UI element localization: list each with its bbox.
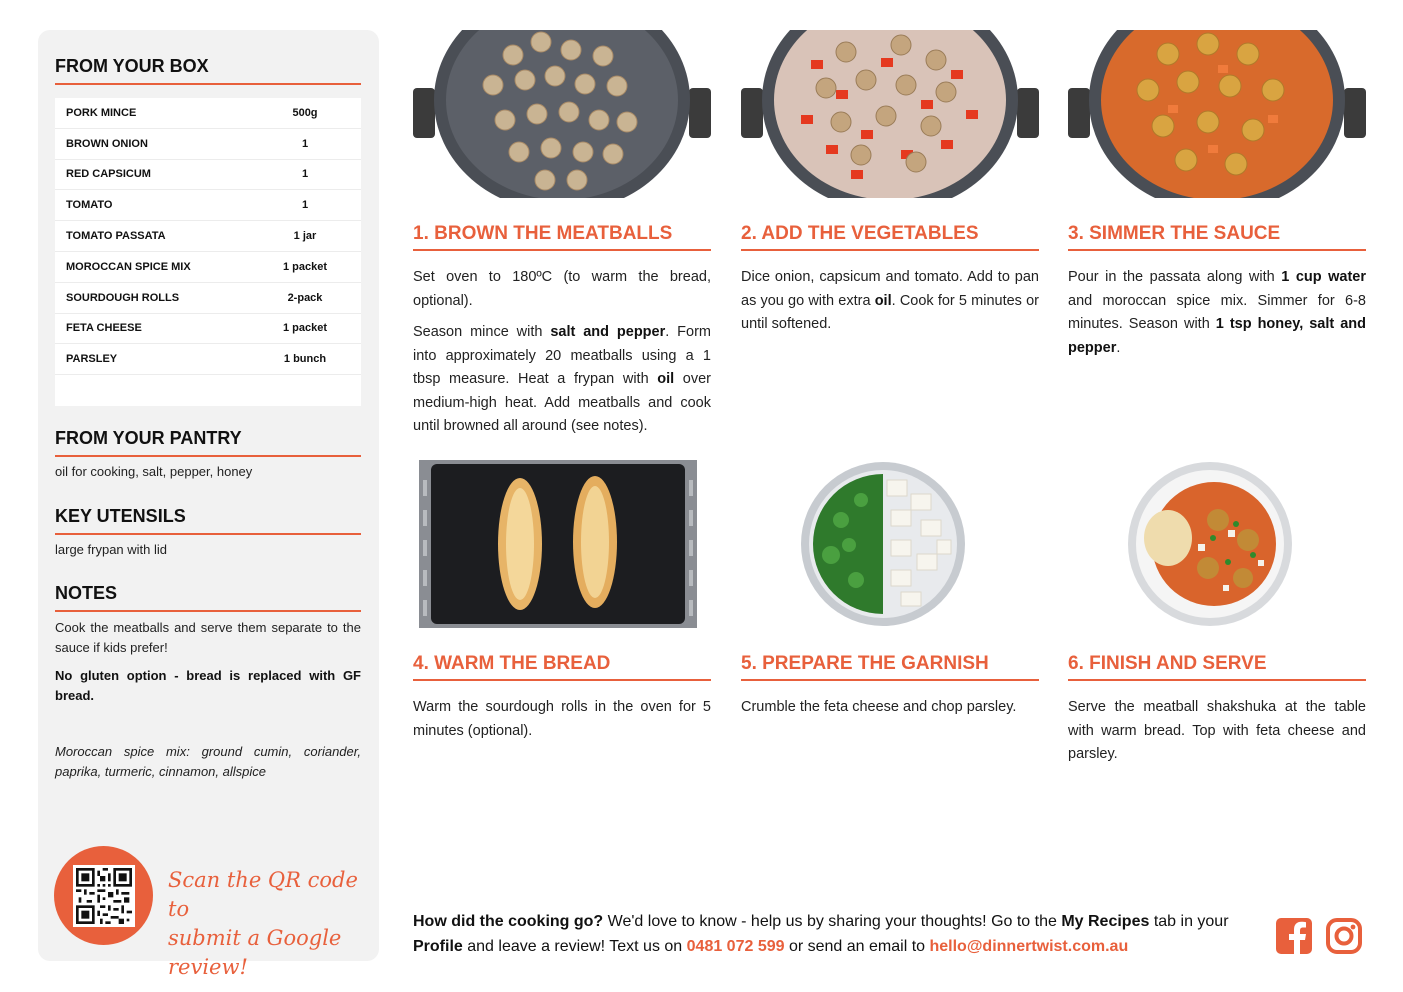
ingredient-name: SOURDOUGH ROLLS (66, 291, 180, 304)
ingredient-name: FETA CHEESE (66, 322, 142, 335)
note-kids: Cook the meatballs and serve them separate to the sauce if kids prefer! (55, 620, 361, 655)
ingredient-name: RED CAPSICUM (66, 168, 151, 181)
ingredient-name: BROWN ONION (66, 137, 148, 150)
ingredient-qty: 1 packet (282, 322, 328, 335)
step1-photo-meatballs (413, 30, 711, 198)
ingredient-qty: 1 (301, 137, 309, 150)
step6-body (1068, 696, 1366, 775)
qr-badge[interactable] (54, 846, 153, 945)
step4-photo-bread (413, 460, 711, 628)
qr-code-icon (73, 865, 135, 927)
ingredient-row (55, 98, 361, 129)
step1-para1: Set oven to 180ºC (to warm the bread, optional). (413, 269, 711, 309)
ingredient-qty: 2-pack (287, 291, 323, 304)
pantry-heading: FROM YOUR PANTRY (55, 428, 361, 457)
step3-title: 3. SIMMER THE SAUCE (1068, 223, 1366, 251)
feedback-footer: How did the cooking go? We'd love to know - help us by sharing your thoughts! Go to the My Recipes tab in your Profile and leave a review! Text us on 0481 072 599 or send an email to hello@dinnertwist.com.au (413, 913, 1229, 955)
notes-heading: NOTES (55, 583, 361, 612)
ingredient-name: TOMATO PASSATA (66, 230, 166, 243)
ingredients-sidebar (38, 30, 379, 979)
ingredient-qty: 1 (301, 168, 309, 181)
qr-caption (168, 866, 368, 982)
step3-body (1068, 266, 1366, 368)
ingredient-row (55, 129, 361, 160)
ingredient-row (55, 190, 361, 221)
ingredient-row (55, 314, 361, 345)
ingredients-table (55, 98, 361, 406)
step6-para1: Serve the meatball shakshuka at the table with warm bread. Top with feta cheese and parsley. (1068, 699, 1366, 762)
utensils-text: large frypan with lid (55, 542, 167, 557)
ingredient-qty: 1 (301, 199, 309, 212)
ingredient-name: PORK MINCE (66, 106, 137, 119)
ingredient-row (55, 160, 361, 191)
step2-para1: Dice onion, capsicum and tomato. Add to pan as you go with extra oil. Cook for 5 minutes or until softened. (741, 269, 1039, 332)
ingredient-qty: 1 packet (282, 260, 328, 273)
step3-photo-sauce (1068, 30, 1366, 198)
utensils-heading: KEY UTENSILS (55, 506, 361, 535)
step5-title: 5. PREPARE THE GARNISH (741, 653, 1039, 681)
step1-body (413, 266, 711, 447)
step2-title: 2. ADD THE VEGETABLES (741, 223, 1039, 251)
ingredient-row (55, 283, 361, 314)
step3-para1: Pour in the passata along with 1 cup water and moroccan spice mix. Simmer for 6-8 minutes. Season with 1 tsp honey, salt and pepper. (1068, 269, 1366, 356)
step4-body (413, 696, 711, 751)
ingredient-name: MOROCCAN SPICE MIX (66, 260, 191, 273)
profile-label: Profile (413, 938, 463, 955)
ingredient-name: TOMATO (66, 199, 113, 212)
ingredient-qty: 1 jar (293, 230, 317, 243)
qr-caption-line1: Scan the QR code to (168, 868, 358, 921)
step5-body (741, 696, 1039, 728)
step6-title: 6. FINISH AND SERVE (1068, 653, 1366, 681)
ingredient-row (55, 252, 361, 283)
ingredient-row (55, 344, 361, 375)
step1-para2: Season mince with salt and pepper. Form into approximately 20 meatballs using a 1 tbsp measure. Heat a frypan with oil over medium-high heat. Add meatballs and cook until browned all around (see notes). (413, 324, 712, 434)
my-recipes-label: My Recipes (1061, 913, 1150, 930)
instagram-icon[interactable] (1325, 917, 1363, 955)
ingredient-row (55, 221, 361, 252)
ingredient-qty: 500g (292, 106, 318, 119)
pantry-text: oil for cooking, salt, pepper, honey (55, 464, 253, 479)
step5-photo-garnish (741, 460, 1039, 628)
qr-caption-line2: submit a Google review! (168, 926, 342, 979)
step5-para1: Crumble the feta cheese and chop parsley. (741, 699, 1017, 715)
step1-title: 1. BROWN THE MEATBALLS (413, 223, 711, 251)
facebook-icon[interactable] (1275, 917, 1313, 955)
email-link[interactable]: hello@dinnertwist.com.au (929, 938, 1129, 955)
phone-link[interactable]: 0481 072 599 (686, 938, 785, 955)
step2-photo-vegetables (741, 30, 1039, 198)
step4-title: 4. WARM THE BREAD (413, 653, 711, 681)
note-gluten: No gluten option - bread is replaced with GF bread. (55, 668, 361, 703)
step4-para1: Warm the sourdough rolls in the oven for 5 minutes (optional). (413, 699, 711, 739)
ingredient-qty: 1 bunch (283, 353, 327, 366)
footer-question: How did the cooking go? (413, 913, 604, 930)
note-spice-mix: Moroccan spice mix: ground cumin, coriander, paprika, turmeric, cinnamon, allspice (55, 744, 361, 779)
step2-body (741, 266, 1039, 345)
step6-photo-serve (1068, 460, 1366, 628)
ingredient-name: PARSLEY (66, 353, 118, 366)
box-heading: FROM YOUR BOX (55, 56, 361, 85)
